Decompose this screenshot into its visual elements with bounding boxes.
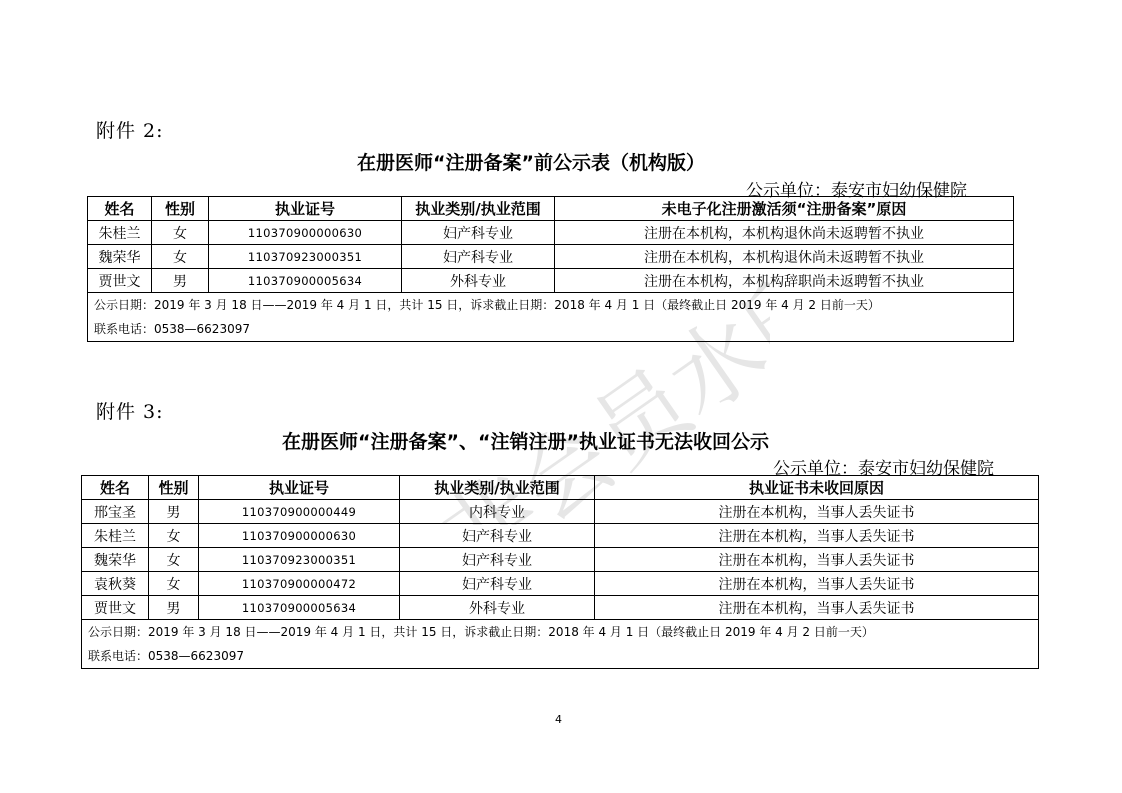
cell-license-no: 110370900000472 xyxy=(199,572,400,596)
header-gender: 性别 xyxy=(152,197,209,221)
table-header-row xyxy=(88,197,1014,221)
contact-phone: 联系电话：0538—6623097 xyxy=(94,322,250,336)
contact-phone: 联系电话：0538—6623097 xyxy=(88,649,244,663)
cell-name: 朱桂兰 xyxy=(82,524,149,548)
cell-license-no: 110370923000351 xyxy=(199,548,400,572)
cell-practice-scope: 内科专业 xyxy=(400,500,595,524)
cell-name: 贾世文 xyxy=(88,269,152,293)
header-reason: 未电子化注册激活须“注册备案”原因 xyxy=(555,197,1014,221)
table-footer-row xyxy=(88,293,1014,342)
table-row xyxy=(88,245,1014,269)
watermark-text: 非会员水印 xyxy=(422,243,770,525)
attachment-label: 附件 2: xyxy=(96,120,164,142)
header-name: 姓名 xyxy=(88,197,152,221)
cell-name: 魏荣华 xyxy=(88,245,152,269)
table-row xyxy=(82,524,1039,548)
table-row xyxy=(82,548,1039,572)
cell-gender: 女 xyxy=(152,221,209,245)
table-row xyxy=(82,596,1039,620)
cell-name: 袁秋葵 xyxy=(82,572,149,596)
table-row xyxy=(82,572,1039,596)
cell-reason: 注册在本机构，本机构退休尚未返聘暂不执业 xyxy=(555,245,1014,269)
cell-gender: 女 xyxy=(149,548,199,572)
cell-practice-scope: 妇产科专业 xyxy=(400,524,595,548)
header-license-no: 执业证号 xyxy=(199,476,400,500)
header-practice-scope: 执业类别/执业范围 xyxy=(402,197,555,221)
cell-reason: 注册在本机构，本机构辞职尚未返聘暂不执业 xyxy=(555,269,1014,293)
attachment-label: 附件 3: xyxy=(96,401,164,423)
cell-reason: 注册在本机构，当事人丢失证书 xyxy=(595,596,1039,620)
cell-reason: 注册在本机构，当事人丢失证书 xyxy=(595,524,1039,548)
publishing-unit: 公示单位：泰安市妇幼保健院 xyxy=(746,181,967,201)
cell-license-no: 110370900000630 xyxy=(199,524,400,548)
cell-name: 朱桂兰 xyxy=(88,221,152,245)
cell-name: 邢宝圣 xyxy=(82,500,149,524)
cell-gender: 男 xyxy=(149,500,199,524)
cell-reason: 注册在本机构，当事人丢失证书 xyxy=(595,548,1039,572)
notice-period: 公示日期：2019 年 3 月 18 日——2019 年 4 月 1 日，共计 15 日，诉求截止日期：2018 年 4 月 1 日（最终截止日 2019 年 4 月 2 日前一天） xyxy=(94,298,880,312)
cell-license-no: 110370900005634 xyxy=(199,596,400,620)
cell-practice-scope: 妇产科专业 xyxy=(402,221,555,245)
notice-cell xyxy=(88,293,1014,342)
cell-reason: 注册在本机构，本机构退休尚未返聘暂不执业 xyxy=(555,221,1014,245)
cell-name: 贾世文 xyxy=(82,596,149,620)
cell-gender: 女 xyxy=(149,572,199,596)
cell-license-no: 110370900005634 xyxy=(209,269,402,293)
cell-practice-scope: 外科专业 xyxy=(400,596,595,620)
header-reason: 执业证书未收回原因 xyxy=(595,476,1039,500)
notice-period: 公示日期：2019 年 3 月 18 日——2019 年 4 月 1 日，共计 15 日，诉求截止日期：2018 年 4 月 1 日（最终截止日 2019 年 4 月 2 日前一天） xyxy=(88,625,874,639)
header-practice-scope: 执业类别/执业范围 xyxy=(400,476,595,500)
header-gender: 性别 xyxy=(149,476,199,500)
publishing-unit: 公示单位：泰安市妇幼保健院 xyxy=(773,459,994,479)
registry-table xyxy=(87,196,1014,342)
page-number: 4 xyxy=(555,713,562,726)
cell-practice-scope: 妇产科专业 xyxy=(402,245,555,269)
table-header-row xyxy=(82,476,1039,500)
cell-reason: 注册在本机构，当事人丢失证书 xyxy=(595,572,1039,596)
header-name: 姓名 xyxy=(82,476,149,500)
cell-license-no: 110370923000351 xyxy=(209,245,402,269)
cell-name: 魏荣华 xyxy=(82,548,149,572)
table-row xyxy=(88,221,1014,245)
header-license-no: 执业证号 xyxy=(209,197,402,221)
cell-practice-scope: 外科专业 xyxy=(402,269,555,293)
cell-practice-scope: 妇产科专业 xyxy=(400,548,595,572)
cell-license-no: 110370900000630 xyxy=(209,221,402,245)
document-title: 在册医师“注册备案”前公示表（机构版） xyxy=(357,152,705,174)
cell-gender: 女 xyxy=(149,524,199,548)
table-footer-row xyxy=(82,620,1039,669)
cell-license-no: 110370900000449 xyxy=(199,500,400,524)
document-title: 在册医师“注册备案”、“注销注册”执业证书无法收回公示 xyxy=(282,431,769,453)
notice-cell xyxy=(82,620,1039,669)
registry-table xyxy=(81,475,1039,669)
table-row xyxy=(88,269,1014,293)
table-row xyxy=(82,500,1039,524)
cell-gender: 女 xyxy=(152,245,209,269)
cell-gender: 男 xyxy=(152,269,209,293)
cell-gender: 男 xyxy=(149,596,199,620)
cell-reason: 注册在本机构，当事人丢失证书 xyxy=(595,500,1039,524)
cell-practice-scope: 妇产科专业 xyxy=(400,572,595,596)
